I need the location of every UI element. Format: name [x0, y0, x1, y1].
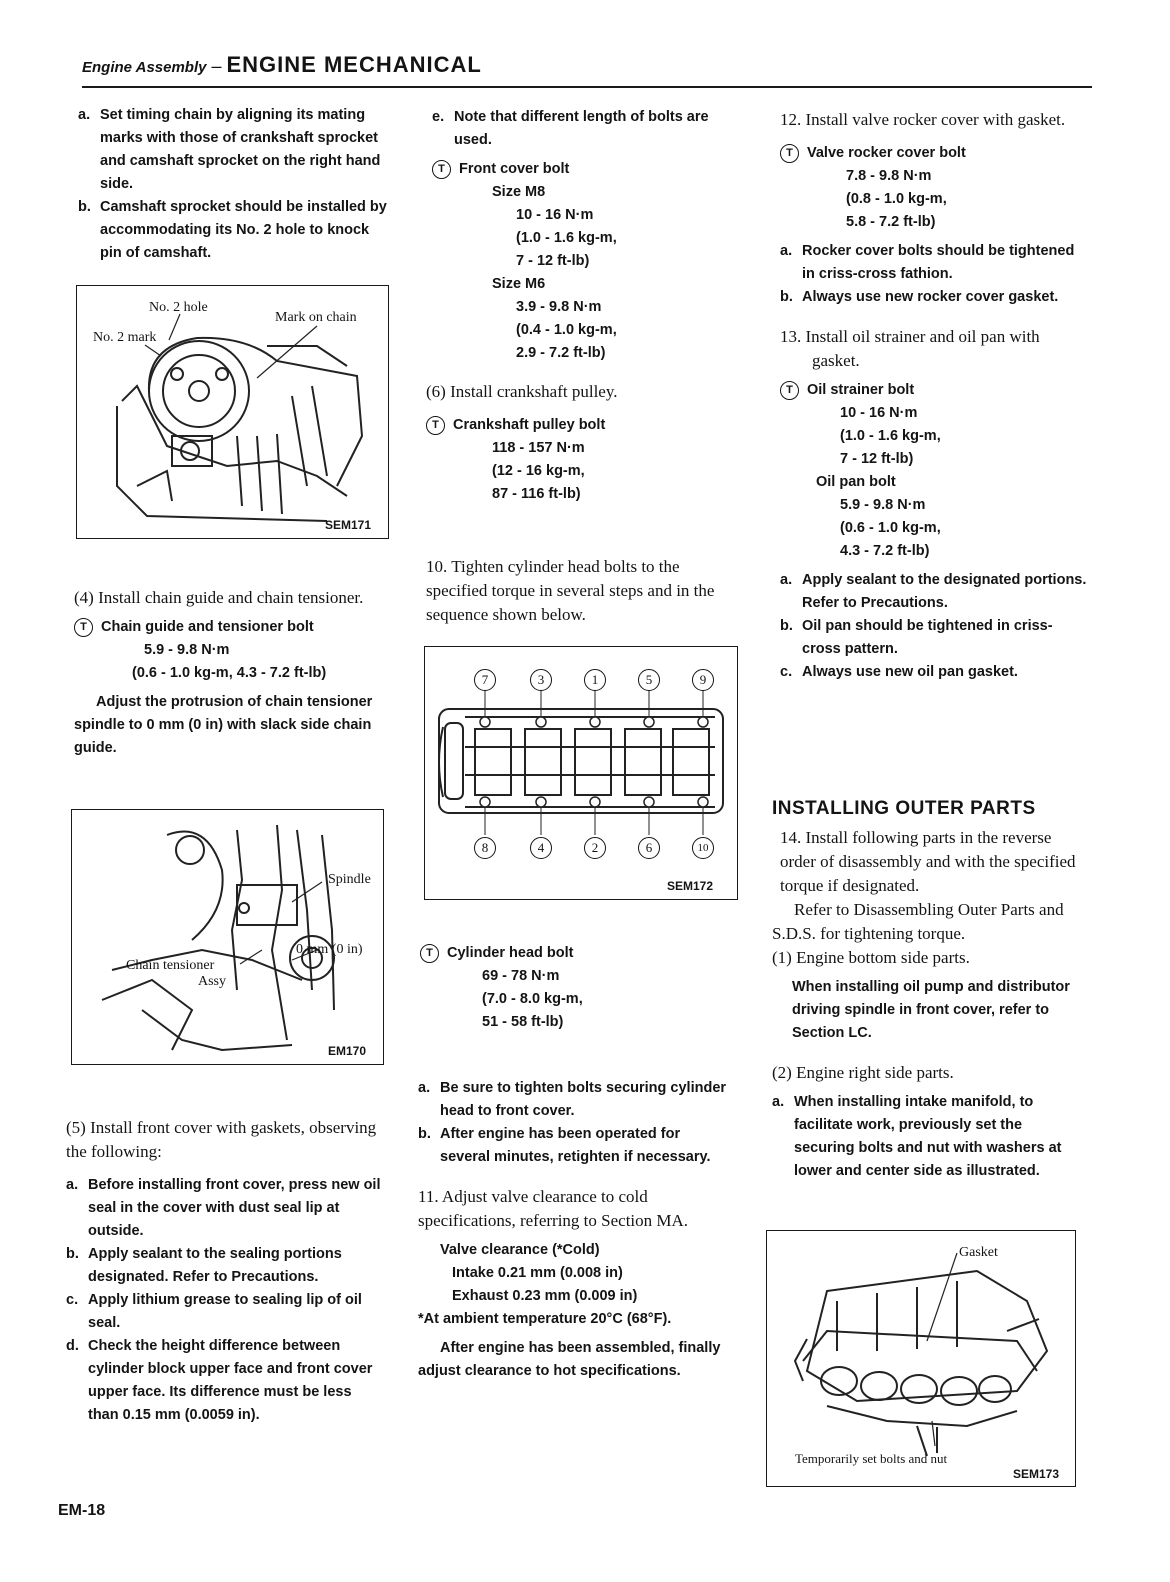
- torque-icon: T: [420, 944, 439, 963]
- torque-icon: T: [780, 144, 799, 163]
- bolt-seq-4: 4: [530, 837, 552, 859]
- torque-oil-strainer: T Oil strainer bolt: [780, 379, 1088, 402]
- column-2-head-bolt: T Cylinder head bolt 69 - 78 N·m (7.0 - 8.0 kg-m, 51 - 58 ft-lb): [420, 942, 740, 1034]
- bolt-seq-5: 5: [638, 669, 660, 691]
- step-5: (5) Install front cover with gaskets, observing the following:: [66, 1118, 377, 1161]
- note-5d: d. Check the height difference between cylinder block upper face and front cover upper face. Its difference must be less than 0.15 mm (0.0059 in).: [66, 1338, 373, 1423]
- step-12: 12. Install valve rocker cover with gasket.: [780, 110, 1066, 129]
- step-4: (4) Install chain guide and chain tensioner.: [74, 588, 364, 607]
- note-10b: b. After engine has been operated for several minutes, retighten if necessary.: [418, 1126, 711, 1165]
- bolt-seq-9: 9: [692, 669, 714, 691]
- figure-code: SEM171: [325, 518, 372, 532]
- column-2-step10: [426, 555, 742, 627]
- torque-icon: T: [426, 416, 445, 435]
- bolt-seq-1: 1: [584, 669, 606, 691]
- torque-crank-pulley: T Crankshaft pulley bolt: [426, 414, 746, 437]
- column-2-step6: (6) Install crankshaft pulley. T Crankshaft pulley bolt 118 - 157 N·m (12 - 16 kg-m, 87 - 116 ft-lb): [426, 380, 746, 506]
- figure-sem171: [76, 285, 389, 539]
- valve-intake: Intake 0.21 mm (0.008 in): [452, 1265, 623, 1281]
- step-14: 14. Install following parts in the reverse order of disassembly and with the specified torque if designated.: [780, 828, 1076, 895]
- column-3-outer: [772, 798, 1084, 1183]
- note-12a: a. Rocker cover bolts should be tightened in criss-cross fathion.: [780, 243, 1075, 282]
- page-header: [82, 52, 482, 78]
- header-title: ENGINE MECHANICAL: [226, 52, 482, 77]
- sub-step-1: (1) Engine bottom side parts.: [772, 948, 970, 967]
- bolt-seq-3: 3: [530, 669, 552, 691]
- hot-adjust-note: After engine has been assembled, finally adjust clearance to hot specifications.: [418, 1340, 721, 1379]
- note-a: a. Set timing chain by aligning its mating marks with those of crankshaft sprocket and camshaft sprocket on the right hand side.: [78, 107, 381, 192]
- header-rule: [82, 86, 1092, 88]
- torque-front-cover: T Front cover bolt: [432, 158, 746, 181]
- bolt-seq-6: 6: [638, 837, 660, 859]
- column-2-notes: [418, 1077, 730, 1383]
- step-13: 13. Install oil strainer and oil pan with gasket.: [780, 327, 1040, 370]
- label-gasket: Gasket: [959, 1245, 998, 1260]
- note-12b: b. Always use new rocker cover gasket.: [780, 289, 1059, 305]
- torque-cylinder-head: T Cylinder head bolt: [420, 942, 740, 965]
- figure-sem172: [424, 646, 738, 900]
- note-5c: c. Apply lithium grease to sealing lip of oil seal.: [66, 1292, 362, 1331]
- label-assy: Assy: [198, 974, 227, 989]
- chain-tensioner-illustration: [72, 810, 383, 1064]
- column-1: [78, 104, 388, 265]
- note-5b: b. Apply sealant to the sealing portions designated. Refer to Precautions.: [66, 1246, 342, 1285]
- step-6: (6) Install crankshaft pulley.: [426, 382, 618, 401]
- step-11: 11. Adjust valve clearance to cold specifications, referring to Section MA.: [418, 1187, 689, 1230]
- sub-step-2: (2) Engine right side parts.: [772, 1063, 954, 1082]
- column-1-mid: (4) Install chain guide and chain tensioner. T Chain guide and tensioner bolt 5.9 - 9.8 N·m (0.6 - 1.0 kg-m, 4.3 - 7.2 ft-lb) Adjust the protrusion of chain tensioner spindle to 0 mm (0 in) with slack side chain guide.: [74, 586, 388, 760]
- torque-icon: T: [780, 381, 799, 400]
- label-zero-mm: 0 mm (0 in): [296, 942, 363, 957]
- note-13c: c. Always use new oil pan gasket.: [780, 664, 1018, 680]
- torque-icon: T: [432, 160, 451, 179]
- label-no2-mark: No. 2 mark: [93, 330, 157, 345]
- valve-exhaust: Exhaust 0.23 mm (0.009 in): [452, 1288, 638, 1304]
- label-spindle: Spindle: [328, 872, 371, 887]
- figure-em170: [71, 809, 384, 1065]
- step-10: 10. Tighten cylinder head bolts to the specified torque in several steps and in the sequence shown below.: [426, 557, 715, 624]
- bolt-seq-7: 7: [474, 669, 496, 691]
- label-chain-tensioner: Chain tensioner: [126, 958, 215, 973]
- ambient-note: *At ambient temperature 20°C (68°F).: [418, 1311, 672, 1327]
- header-separator: –: [206, 56, 227, 76]
- figure-code: SEM172: [667, 879, 714, 893]
- note-13a: a. Apply sealant to the designated portions. Refer to Precautions.: [780, 572, 1087, 611]
- column-2-top: e. Note that different length of bolts are used. T Front cover bolt Size M8 10 - 16 N·m (1.0 - 1.6 kg-m, 7 - 12 ft-lb) Size M6 3.9 - 9.8 N·m (0.4 - 1.0 kg-m, 2.9 - 7.2 ft-lb): [432, 106, 746, 365]
- bolt-seq-10: 10: [692, 837, 714, 859]
- section-heading: INSTALLING OUTER PARTS: [772, 798, 1036, 819]
- note-14a: a. When installing intake manifold, to facilitate work, previously set the securing bolts and nut with washers at lower and center side as illustrated.: [772, 1094, 1062, 1179]
- figure-code: SEM173: [1013, 1467, 1060, 1481]
- torque-rocker-cover: T Valve rocker cover bolt: [780, 142, 1088, 165]
- cylinder-head-bolt-sequence: [425, 647, 737, 899]
- label-mark-on-chain: Mark on chain: [275, 310, 357, 325]
- note-10a: a. Be sure to tighten bolts securing cylinder head to front cover.: [418, 1080, 727, 1119]
- note-13b: b. Oil pan should be tightened in criss-cross pattern.: [780, 618, 1053, 657]
- label-no2-hole: No. 2 hole: [149, 300, 208, 315]
- torque-icon: T: [74, 618, 93, 637]
- bolt-seq-8: 8: [474, 837, 496, 859]
- intake-manifold-illustration: [767, 1231, 1075, 1486]
- adjust-note: Adjust the protrusion of chain tensioner spindle to 0 mm (0 in) with slack side chain guide.: [74, 694, 373, 756]
- figure-sem173: [766, 1230, 1076, 1487]
- note-e: e. Note that different length of bolts are used.: [432, 109, 709, 148]
- column-3-top: 12. Install valve rocker cover with gasket. T Valve rocker cover bolt 7.8 - 9.8 N·m (0.8 - 1.0 kg-m, 5.8 - 7.2 ft-lb) a. Rocker cover bolts should be tightened in criss-cross fathion. b. Always use new rocker cover gasket. 13. Install oil strainer and oil pan with gasket. T Oil strainer bolt 10 - 16 N·m (1.0 - 1.6 kg-m, 7 - 12 ft-lb) Oil pan bolt 5.9 - 9.8 N·m (0.6 - 1.0 kg-m, 4.3 - 7.2 ft-lb) a. Apply sealant to the designated portions. Refer to Precautions. b. Oil pan should be tightened in criss-cross pattern. c. Always use new oil pan gasket.: [780, 108, 1088, 684]
- page-number: EM-18: [58, 1502, 106, 1519]
- column-1-bottom: [66, 1116, 384, 1427]
- refer-note: Refer to Disassembling Outer Parts and S.D.S. for tightening torque.: [772, 900, 1064, 943]
- oil-pump-note: When installing oil pump and distributor driving spindle in front cover, refer to Section LC.: [792, 979, 1070, 1041]
- note-b: b. Camshaft sprocket should be installed by accommodating its No. 2 hole to knock pin of camshaft.: [78, 199, 387, 261]
- valve-clearance-title: Valve clearance (*Cold): [440, 1242, 600, 1258]
- bolt-seq-2: 2: [584, 837, 606, 859]
- note-5a: a. Before installing front cover, press new oil seal in the cover with dust seal lip at outside.: [66, 1177, 381, 1239]
- header-section: Engine Assembly: [82, 59, 207, 76]
- figure-code: EM170: [328, 1044, 367, 1058]
- label-temporarily-set: Temporarily set bolts and nut: [795, 1451, 948, 1466]
- torque-chain-guide: T Chain guide and tensioner bolt: [74, 616, 388, 639]
